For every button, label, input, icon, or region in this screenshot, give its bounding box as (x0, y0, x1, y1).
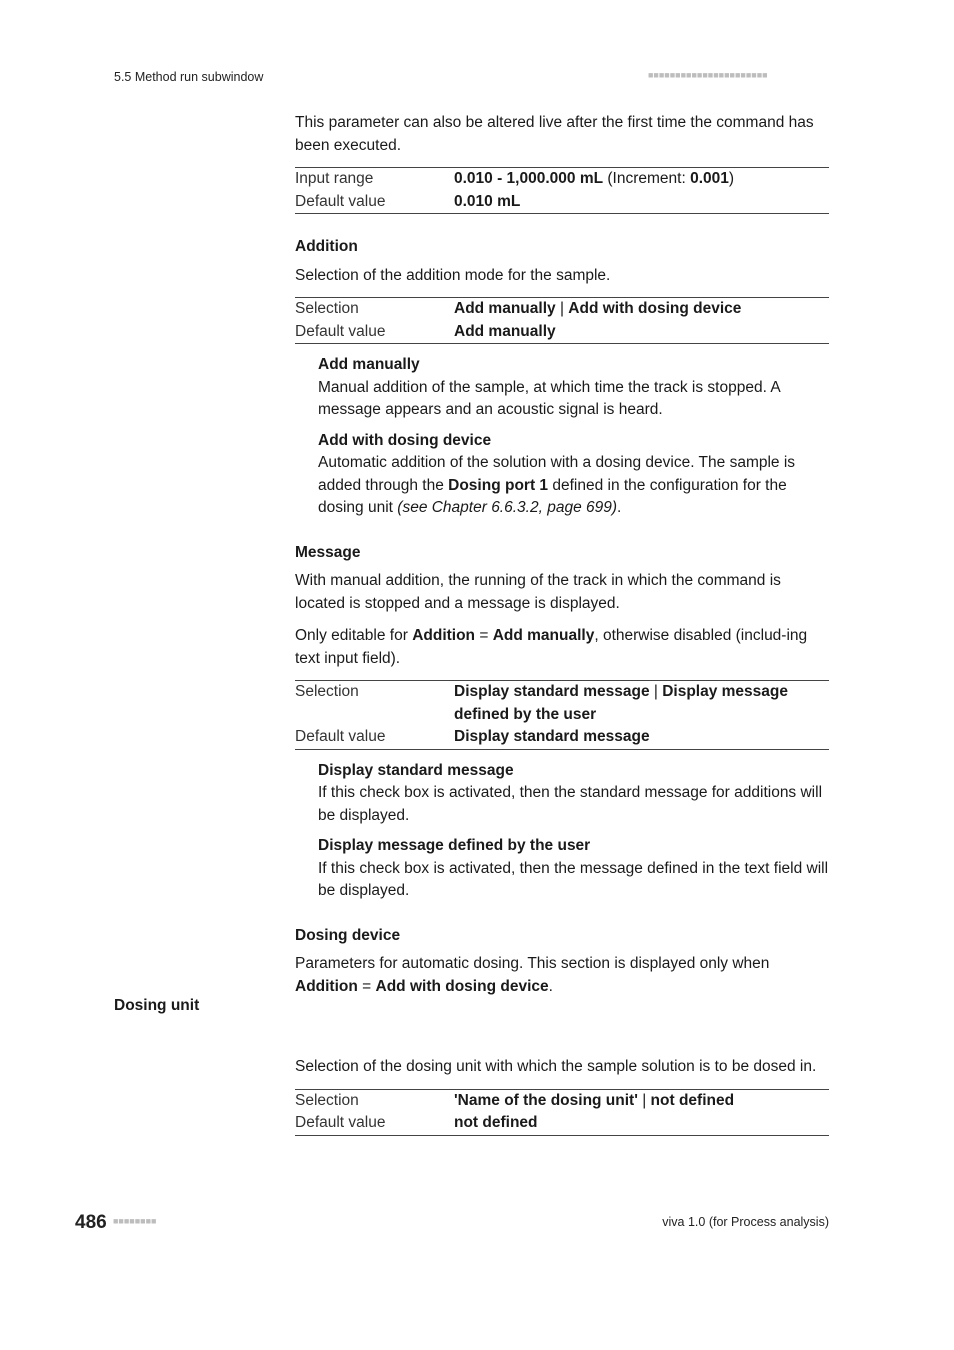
selection-values: Display standard message | Display message defined by the user (454, 683, 788, 723)
product-name: viva 1.0 (for Process analysis) (662, 1215, 829, 1229)
header-decoration: ■■■■■■■■■■■■■■■■■■■■■■ (648, 70, 768, 80)
option-description: If this check box is activated, then the message defined in the text field will be displayed. (318, 859, 829, 899)
dosing-unit-description: Selection of the dosing unit with which the sample solution is to be dosed in. (295, 1058, 817, 1075)
intro-text: This parameter can also be altered live after the first time the command has been executed. (295, 114, 814, 154)
default-value: Add manually (454, 322, 556, 340)
default-value-label: Default value (295, 1114, 386, 1131)
option-title: Add with dosing device (318, 431, 492, 449)
addition-heading: Addition (295, 238, 358, 255)
default-value-label: Default value (295, 322, 386, 340)
dosing-unit-heading: Dosing unit (114, 997, 200, 1014)
default-value-label: Default value (295, 192, 386, 210)
intro-param-table (295, 167, 829, 214)
chapter-reference: (see Chapter 6.6.3.2, page 699) (397, 499, 618, 516)
footer-decoration: ■■■■■■■■ (113, 1216, 157, 1226)
default-value: not defined (454, 1114, 538, 1131)
dosing-unit-param-table (295, 1089, 829, 1136)
dosing-device-description: Parameters for automatic dosing. This section is displayed only when Addition = Add with dosing device. (295, 955, 770, 995)
option-description: If this check box is activated, then the standard message for additions will be displayed. (318, 784, 823, 824)
default-value: Display standard message (454, 728, 650, 745)
option-display-standard-message (318, 760, 829, 828)
option-title: Add manually (318, 356, 420, 373)
option-description: Automatic addition of the solution with a dosing device. The sample is added through the Dosing port 1 defined in the configuration for the dosing unit (see Chapter 6.6.3.2, page 699). (318, 454, 796, 516)
page-number: 486 (75, 1212, 107, 1233)
input-range-label: Input range (295, 170, 374, 187)
default-value-label: Default value (295, 728, 386, 745)
main-content (295, 112, 829, 1146)
message-note: Only editable for Addition = Add manually, otherwise disabled (includ-ing text input field). (295, 627, 808, 667)
message-heading: Message (295, 543, 361, 561)
option-display-user-message (318, 835, 829, 903)
default-value: 0.010 mL (454, 192, 521, 210)
selection-values: Add manually | Add with dosing device (454, 300, 742, 317)
selection-label: Selection (295, 683, 359, 700)
option-add-with-dosing-device (318, 430, 829, 520)
message-param-table (295, 680, 829, 750)
selection-label: Selection (295, 1091, 359, 1109)
option-title: Display message defined by the user (318, 837, 591, 854)
message-description: With manual addition, the running of the track in which the command is located is stopped and a message is displayed. (295, 572, 781, 612)
input-range-value: 0.010 - 1,000.000 mL (Increment: 0.001) (454, 170, 735, 187)
dosing-device-heading: Dosing device (295, 926, 401, 944)
option-title: Display standard message (318, 761, 514, 779)
addition-description: Selection of the addition mode for the sample. (295, 266, 611, 284)
selection-label: Selection (295, 300, 359, 317)
selection-values: 'Name of the dosing unit' | not defined (454, 1091, 735, 1109)
addition-param-table (295, 297, 829, 344)
running-header: 5.5 Method run subwindow (114, 70, 264, 84)
option-description: Manual addition of the sample, at which time the track is stopped. A message appears and an acoustic signal is heard. (318, 378, 780, 418)
option-add-manually (318, 354, 829, 422)
